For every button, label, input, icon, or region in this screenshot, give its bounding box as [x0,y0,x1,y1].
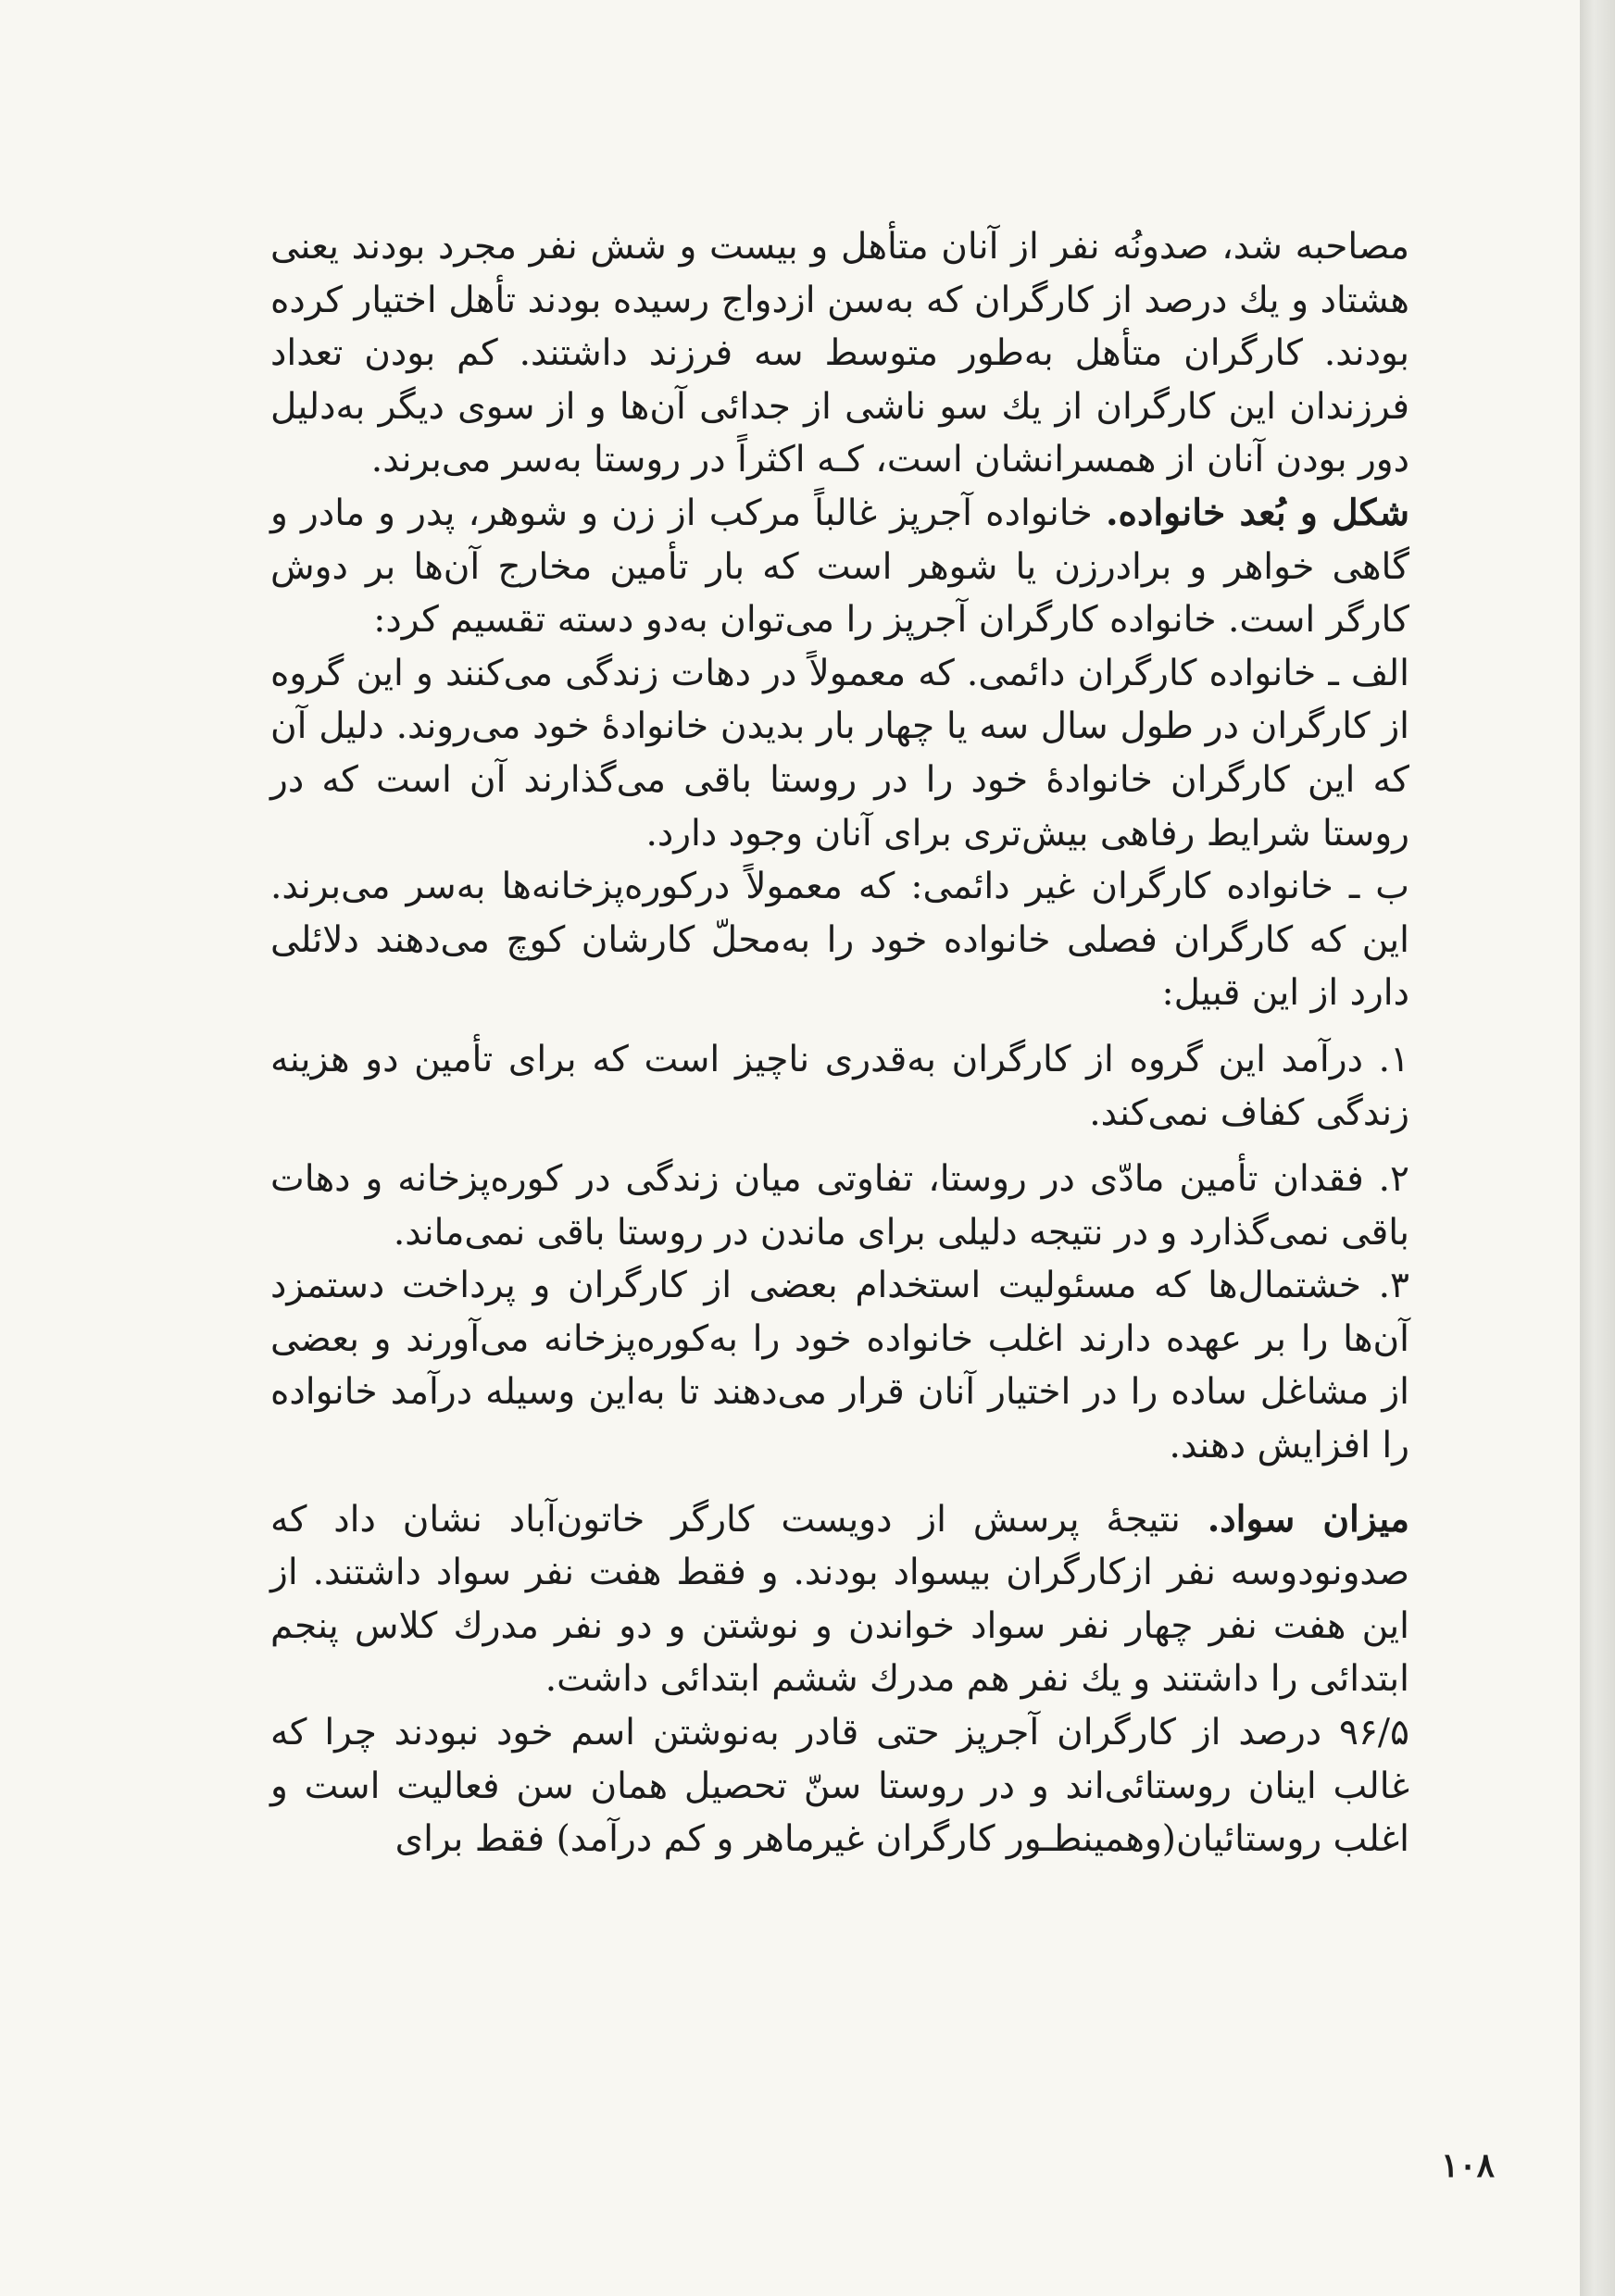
section-heading-family-form: شکل و بُعد خانواده. [1105,491,1409,534]
paragraph-text: مصاحبه شد، صدونُه نفر از آنان متأهل و بیست و شش نفر مجرد بودند یعنی هشتاد و یك درصد از کارگران که به‌سن ازدواج رسیده بودند تأهل اختیار کرده بودند. کارگران متأهل به‌طور متوسط سه فرزند داشتند. کم بودن تعداد فرزندان این کارگران از یك سو ناشی از جدائی آن‌ها و از سوی دیگر به‌دلیل دور بودن آنان از همسرانشان است، کـه اکثراً در روستا به‌سر می‌برند. [270,226,1410,481]
page-edge [1580,0,1615,2296]
body-text [270,220,1409,1866]
paragraph-marriage [270,220,1409,487]
section-heading-literacy: میزان سواد. [1207,1497,1409,1541]
paragraph-text: ۹۶/۵ درصد از کارگران آجرپز حتی قادر به‌نوشتن اسم خود نبودند چرا که غالب اینان روستائی‌اند و در روستا سنّ تحصیل همان سن فعالیت است و اغلب روستائیان(وهمینطـور کارگران غیرماهر و کم درآمد) فقط برای [270,1712,1409,1861]
list-item-3 [270,1259,1409,1472]
paragraph-family-form [270,487,1409,647]
page-number: ۱۰۸ [1440,2146,1495,2185]
list-item-text: ۱. درآمد این گروه از کارگران به‌قدری ناچیز است که برای تأمین دو هزینه زندگی کفاف نمی‌کند. [270,1038,1409,1134]
paragraph-illiteracy-rate [270,1706,1409,1866]
paragraph-text: خانواده آجرپز غالباً مرکب از زن و شوهر، پدر و مادر و گاهی خواهر و برادرزن یا شوهر است که بار تأمین مخارج آن‌ها بر دوش کارگر است. خانواده کارگران آجرپز را می‌توان به‌دو دسته تقسیم کرد: [270,492,1409,642]
paragraph-text: نتیجهٔ پرسش از دویست کارگر خاتون‌آباد نشان داد که صدونودوسه نفر ازکارگران بیسواد بودند. و فقط هفت نفر سواد داشتند. از این هفت نفر چهار نفر سواد خواندن و نوشتن و دو نفر مدرك کلاس پنجم ابتدائی را داشتند و یك نفر هم مدرك ششم ابتدائی داشت. [270,1498,1409,1701]
list-item-text: ۳. خشتمال‌ها که مسئولیت استخدام بعضی از کارگران و پرداخت دستمزد آن‌ها را بر عهده دارند اغلب خانواده خود را به‌کوره‌پزخانه می‌آورند و بعضی از مشاغل ساده را در اختیار آنان قرار می‌دهند تا به‌این وسیله درآمد خانواده را افزایش دهند. [270,1265,1409,1467]
list-item-text: ۲. فقدان تأمین مادّی در روستا، تفاوتی میان زندگی در کوره‌پزخانه و دهات باقی نمی‌گذارد و در نتیجه دلیلی برای ماندن در روستا باقی نمی‌ماند. [270,1158,1409,1254]
list-item-2 [270,1153,1409,1259]
paragraph-seasonal-workers [270,860,1409,1020]
paragraph-literacy [270,1493,1409,1706]
paragraph-permanent-workers [270,647,1409,860]
paragraph-text: الف ـ خانواده کارگران دائمی. که معمولاً در دهات زندگی می‌کنند و این گروه از کارگران در طول سال سه یا چهار بار بدیدن خانوادهٔ خود می‌روند. دلیل آن که این کارگران خانوادهٔ خود را در روستا باقی می‌گذارند آن است که در روستا شرایط رفاهی بیش‌تری برای آنان وجود دارد. [270,652,1409,855]
list-item-1 [270,1033,1409,1140]
paragraph-text: ب ـ خانواده کارگران غیر دائمی: که معمولاً درکوره‌پزخانه‌ها به‌سر می‌برند. این که کارگران فصلی خانواده خود را به‌محلّ کارشان کوچ می‌دهند دلائلی دارد از این قبیل: [270,866,1409,1015]
